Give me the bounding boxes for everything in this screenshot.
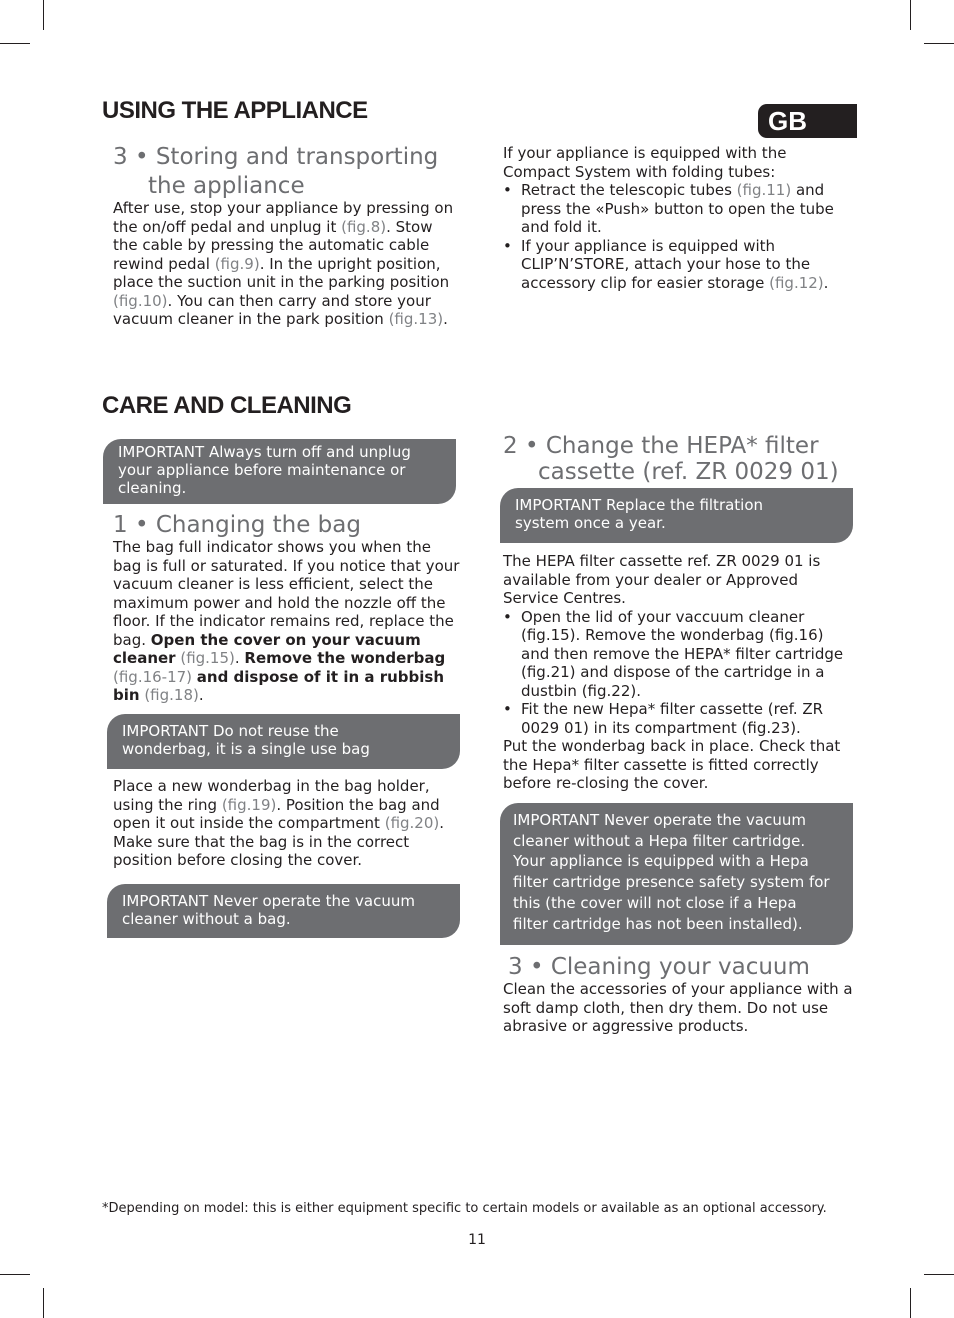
hepa-intro: The HEPA filter cassette ref. ZR 0029 01 is available from your dealer or Approved Service Centres. (503, 552, 821, 607)
heading-hepa-line1: 2 • Change the HEPA* filter (503, 433, 819, 459)
language-tab (758, 104, 857, 138)
compact-system-block (503, 144, 855, 292)
section-title-using: USING THE APPLIANCE (102, 97, 368, 124)
footnote: *Depending on model: this is either equipment specific to certain models or available as an optional accessory. (102, 1201, 827, 1216)
heading-storing (113, 143, 473, 201)
heading-hepa-line2: cassette (ref. ZR 0029 01) (538, 459, 839, 485)
crop-mark (43, 1288, 44, 1318)
heading-cleaning: 3 • Cleaning your vacuum (508, 954, 810, 980)
fig-ref: (fig.12) (769, 273, 824, 292)
list-item: • Fit the new Hepa* filter cassette (ref. ZR 0029 01) in its compartment (fig.23). (503, 700, 853, 737)
list-item: • Open the lid of your vaccuum cleaner (fig.15). Remove the wonderbag (fig.16) and then remove the HEPA* filter cartridge (fig.21) and dispose of the cartridge in a dustbin (fig.22). (503, 608, 853, 701)
cleaning-paragraph: Clean the accessories of your appliance with a soft damp cloth, then dry them. Do not use abrasive or aggressive products. (503, 980, 853, 1035)
important-box-yearly: IMPORTANT Replace the filtration system once a year. (500, 488, 853, 543)
heading-hepa (503, 433, 863, 485)
fig-ref: (fig.10) (113, 291, 168, 310)
language-tab-label: GB (768, 106, 807, 136)
heading-changing-bag: 1 • Changing the bag (113, 512, 361, 538)
page-number: 11 (468, 1232, 486, 1248)
bag-paragraph: The bag full indicator shows you when the bag is full or saturated. If you notice that your vacuum cleaner is less efficient, select the maximum power and hold the nozzle off the floor. If the indicator remains red, replace the bag. Open the cover on your vacuum cleaner (fig.15). Remove the wonderbag (fig.16-17) and dispose of it in a rubbish bin (fig.18). (113, 538, 460, 704)
crop-mark (0, 43, 30, 44)
fig-ref: (fig.15) (175, 649, 235, 667)
heading-storing-line1: 3 • Storing and transporting (113, 144, 439, 170)
hepa-block (503, 552, 853, 793)
important-box-unplug: IMPORTANT Always turn off and unplug your appliance before maintenance or cleaning. (103, 439, 456, 504)
fig-ref: (fig.8) (341, 217, 387, 236)
storing-paragraph: After use, stop your appliance by pressing on the on/off pedal and unplug it (fig.8). Stow the cable by pressing the automatic cable rewind pedal (fig.9). In the upright position, place the suction unit in the parking position (fig.10). You can then carry and store your vacuum cleaner in the park position (fig.13). (113, 199, 454, 328)
important-box-reuse: IMPORTANT Do not reuse the wonderbag, it is a single use bag (107, 714, 460, 769)
important-box-hepa: IMPORTANT Never operate the vacuum cleaner without a Hepa filter cartridge. Your appliance is equipped with a Hepa filter cartridge presence safety system for this (the cover will not close if a Hepa filter cartridge has not been installed). (500, 803, 853, 945)
compact-intro: If your appliance is equipped with the Compact System with folding tubes: (503, 144, 787, 181)
hepa-outro: Put the wonderbag back in place. Check that the Hepa* filter cassette is fitted correctly before re-closing the cover. (503, 737, 841, 792)
important-box-no-bag: IMPORTANT Never operate the vacuum cleaner without a bag. (107, 884, 460, 938)
crop-mark (910, 1288, 911, 1318)
fig-ref: (fig.13) (388, 310, 444, 328)
crop-mark (0, 1274, 30, 1275)
heading-storing-line2: the appliance (148, 173, 305, 199)
crop-mark (924, 1274, 954, 1275)
fig-ref: (fig.18) (139, 686, 199, 704)
fig-ref: (fig.19) (221, 795, 277, 814)
crop-mark (924, 43, 954, 44)
fig-ref: (fig.20) (384, 814, 440, 832)
fig-ref: (fig.9) (214, 254, 260, 273)
list-item: • If your appliance is equipped with CLIP’N’STORE, attach your hose to the accessory clip for easier storage (fig.12). (503, 237, 855, 293)
list-item: • Retract the telescopic tubes (fig.11) and press the «Push» button to open the tube and fold it. (503, 181, 855, 237)
crop-mark (910, 0, 911, 30)
fig-ref: (fig.11) (736, 181, 792, 199)
crop-mark (43, 0, 44, 30)
new-bag-paragraph: Place a new wonderbag in the bag holder, using the ring (fig.19). Position the bag and open it out inside the compartment (fig.20). Make sure that the bag is in the correct position before closing the cover. (113, 777, 445, 869)
section-title-care: CARE AND CLEANING (102, 392, 352, 419)
fig-ref: (fig.16-17) (113, 667, 197, 686)
